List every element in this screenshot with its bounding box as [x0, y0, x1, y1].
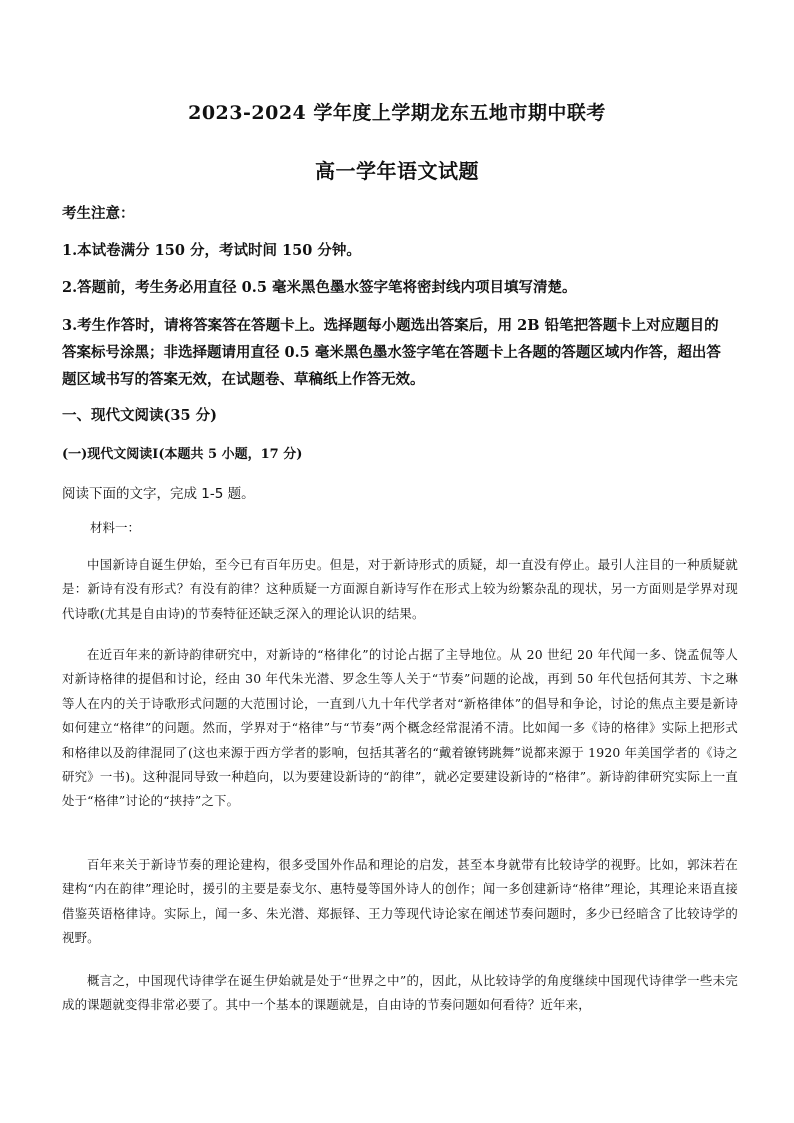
section-heading: 一、现代文阅读(35 分) — [62, 407, 217, 424]
passage-paragraph-4: 概言之，中国现代诗律学在诞生伊始就是处于“世界之中”的，因此，从比较诗学的角度继续中国现代诗律学一些未完成的课题就变得非常必要了。其中一个基本的课题就是，自由诗的节奏问题如何看待？近年来， — [62, 973, 738, 1013]
notice-item-1: 1.本试卷满分 150 分，考试时间 150 分钟。 — [62, 242, 361, 259]
passage-paragraph-3: 百年来关于新诗节奏的理论建构，很多受国外作品和理论的启发，甚至本身就带有比较诗学的视野。比如，郭沫若在建构“内在韵律”理论时，援引的主要是泰戈尔、惠特曼等国外诗人的创作；闻一多创建新诗“格律”理论，其理论来语直接借鉴英语格律诗。实际上，闻一多、朱光潜、郑振铎、王力等现代诗论家在阐述节奏问题时，多少已经暗含了比较诗学的视野。 — [62, 857, 738, 946]
notice-item-2: 2.答题前，考生务必用直径 0.5 毫米黑色墨水签字笔将密封线内项目填写清楚。 — [62, 279, 577, 296]
exam-title: 2023-2024 学年度上学期龙东五地市期中联考 — [188, 102, 606, 124]
material-label: 材料一： — [90, 520, 141, 535]
notice-heading: 考生注意： — [62, 205, 135, 222]
reading-instruction: 阅读下面的文字，完成 1-5 题。 — [62, 486, 255, 502]
exam-subtitle: 高一学年语文试题 — [315, 159, 479, 183]
notice-item-3: 3.考生作答时，请将答案答在答题卡上。选择题每小题选出答案后，用 2B 铅笔把答题卡上对应题目的答案标号涂黑；非选择题请用直径 0.5 毫米黑色墨水签字笔在答题卡上各题的答题区域内作答，超出答题区域书写的答案无效，在试题卷、草稿纸上作答无效。 — [62, 317, 721, 388]
subsection-heading: (一)现代文阅读Ⅰ(本题共 5 小题，17 分) — [62, 447, 303, 462]
passage-paragraph-2: 在近百年来的新诗韵律研究中，对新诗的“格律化”的讨论占据了主导地位。从 20 世纪 20 年代闻一多、饶孟侃等人对新诗格律的提倡和讨论，经由 30 年代朱光潜、罗念生等人关于“节奏”问题的论战，再到 50 年代包括何其芳、卞之琳等人在内的关于诗歌形式问题的大范围讨论，一直到八九十年代学者对“新格律体”的倡导和争论，讨论的焦点主要是新诗如何建立“格律”的问题。然而，学界对于“格律”与“节奏”两个概念经常混淆不清。比如闻一多《诗的格律》实际上把形式和格律以及韵律混同了(这也来源于西方学者的影响，包括其著名的“戴着镣铐跳舞”说都来源于 1920 年美国学者的《诗之研究》一书)。这种混同导致一种趋向，以为要建设新诗的“韵律”，就必定要建设新诗的“格律”。新诗韵律研究实际上一直处于“格律”讨论的“挟持”之下。 — [62, 647, 738, 809]
passage-paragraph-1: 中国新诗自诞生伊始，至今已有百年历史。但是，对于新诗形式的质疑，却一直没有停止。最引人注目的一种质疑就是：新诗有没有形式？有没有韵律？这种质疑一方面源自新诗写作在形式上较为纷繁杂乱的现状，另一方面则是学界对现代诗歌(尤其是自由诗)的节奏特征还缺乏深入的理论认识的结果。 — [62, 557, 738, 621]
